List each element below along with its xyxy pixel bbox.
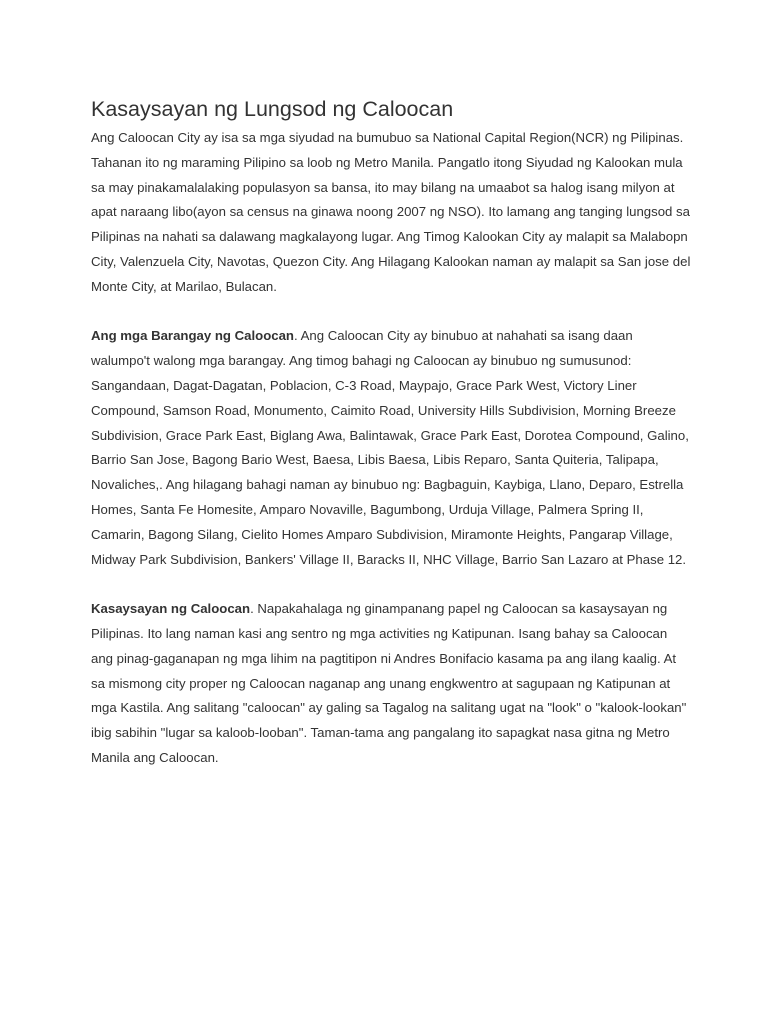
paragraph-history — [91, 597, 691, 771]
paragraph-barangay — [91, 324, 691, 572]
paragraph-history-heading: Kasaysayan ng Caloocan — [91, 601, 251, 617]
paragraph-intro — [91, 126, 691, 300]
paragraph-barangay-text: . Ang Caloocan City ay binubuo at nahahati sa isang daan walumpo't walong mga barangay. Ang timog bahagi ng Caloocan ay binubuo ng sumusunod: Sangandaan, Dagat-Dagatan, Poblacion, C-3 Road, Maypajo, Grace Park West, Victory Liner Compound, Samson Road, Monumento, Caimito Road, University Hills Subdivision, Morning Breeze Subdivision, Grace Park East, Biglang Awa, Balintawak, Grace Park East, Dorotea Compound, Galino, Barrio San Jose, Bagong Bario West, Baesa, Libis Baesa, Libis Reparo, Santa Quiteria, Talipapa, Novaliches,. Ang hilagang bahagi naman ay binubuo ng: Bagbaguin, Kaybiga, Llano, Deparo, Estrella Homes, Santa Fe Homesite, Amparo Novaville, Bagumbong, Urduja Village, Palmera Spring II, Camarin, Bagong Silang, Cielito Homes Amparo Subdivision, Miramonte Heights, Pangarap Village, Midway Park Subdivision, Bankers' Village II, Baracks II, NHC Village, Barrio San Lazaro at Phase 12. — [91, 328, 689, 567]
paragraph-barangay-heading: Ang mga Barangay ng Caloocan — [91, 328, 294, 344]
document-page — [91, 94, 691, 771]
paragraph-intro-text: Ang Caloocan City ay isa sa mga siyudad na bumubuo sa National Capital Region(NCR) ng Pilipinas. Tahanan ito ng maraming Pilipino sa loob ng Metro Manila. Pangatlo itong Siyudad ng Kalookan mula sa may pinakamalalaking populasyon sa bansa, ito may bilang na umaabot sa halog isang milyon at apat naraang libo(ayon sa census na ginawa noong 2007 ng NSO). Ito lamang ang tanging lungsod sa Pilipinas na nahati sa dalawang magkalayong lugar. Ang Timog Kalookan City ay malapit sa Malabopn City, Valenzuela City, Navotas, Quezon City. Ang Hilagang Kalookan naman ay malapit sa San jose del Monte City, at Marilao, Bulacan. — [91, 130, 691, 294]
page-title: Kasaysayan ng Lungsod ng Caloocan — [91, 97, 454, 121]
paragraph-history-text: . Napakahalaga ng ginampanang papel ng Caloocan sa kasaysayan ng Pilipinas. Ito lang naman kasi ang sentro ng mga activities ng Katipunan. Isang bahay sa Caloocan ang pinag-gaganapan ng mga lihim na pagtitipon ni Andres Bonifacio kasama pa ang ilang kaalig. At sa mismong city proper ng Caloocan naganap ang unang engkwentro at sagupaan ng Katipunan at mga Kastila. Ang salitang "caloocan" ay galing sa Tagalog na salitang ugat na "look" o "kalook-lookan" ibig sabihin "lugar sa kaloob-looban". Taman-tama ang pangalang ito sapagkat nasa gitna ng Metro Manila ang Caloocan. — [91, 601, 687, 765]
